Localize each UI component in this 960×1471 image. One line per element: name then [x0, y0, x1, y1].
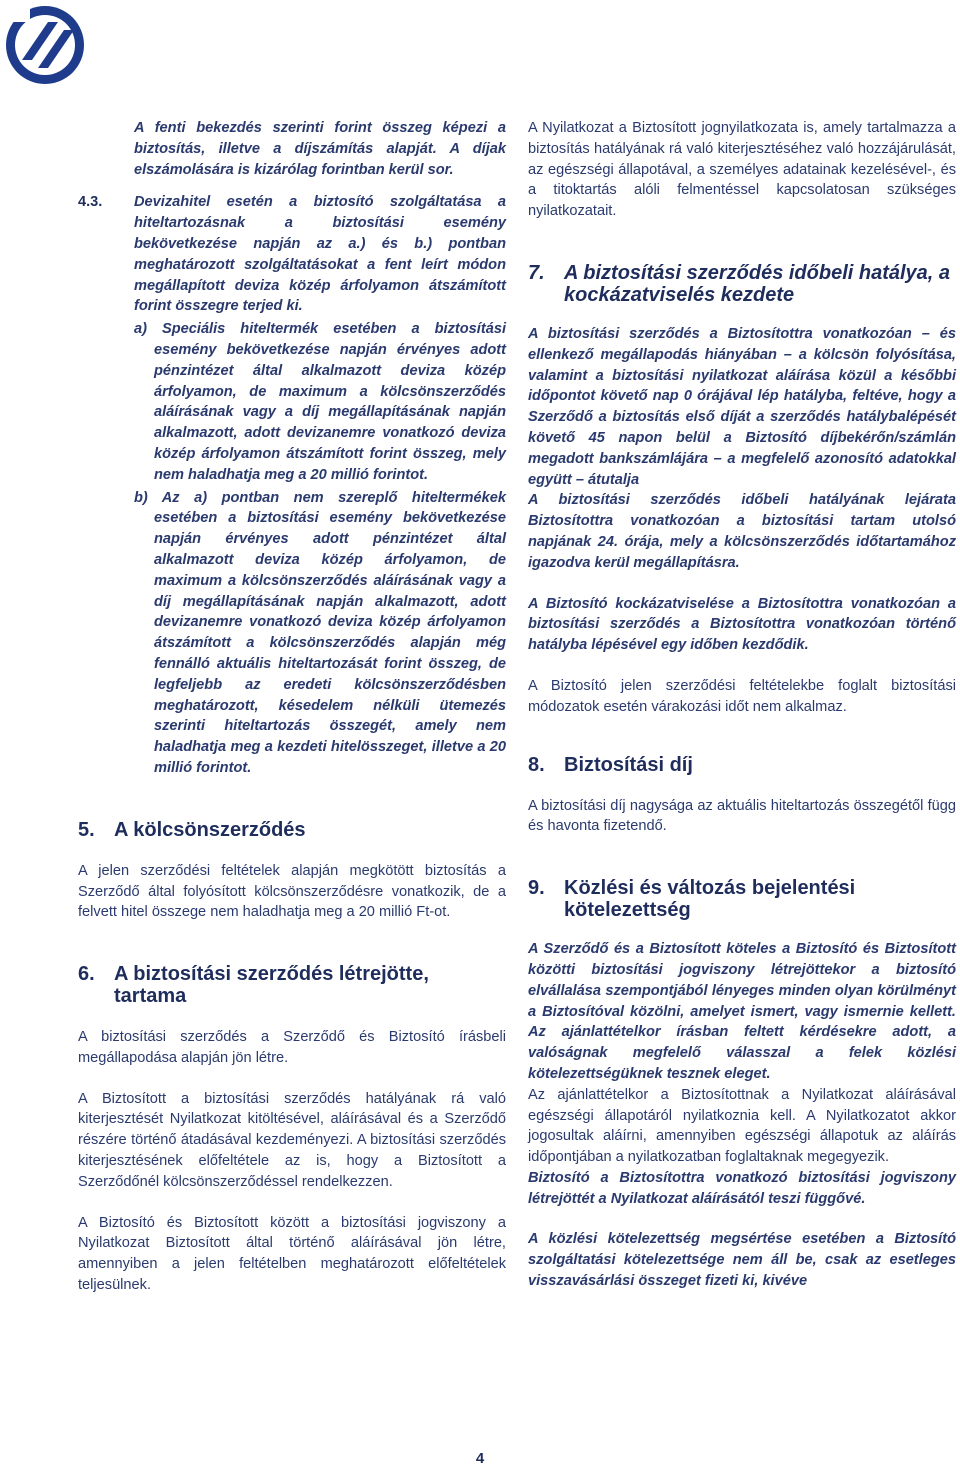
section-number: 4.3. — [78, 194, 103, 211]
heading-number: 6. — [78, 963, 95, 986]
left-column — [78, 118, 506, 1296]
paragraph-section-5: A jelen szerződési feltételek alapján megkötött biztosítás a Szerződő által folyósított kölcsönszerződésre vonatkozik, de a felvett hitel összege nem haladhatja meg a 20 millió Ft-ot. — [78, 862, 506, 921]
right-column — [528, 118, 956, 1292]
paragraph-section-6b: A Biztosított a biztosítási szerződés hatályának rá való kiterjesztését Nyilatkozat kitöltésével, aláírásával és a Szerződő részére történő átadásával kezdeményezi. A biztosítási szerződés kiterjesztésének előfeltétele az is, hogy a Biztosított a Szerződőnél kölcsönszerződéssel rendelkezzen. — [78, 1090, 506, 1190]
paragraph-section-6c: A Biztosító és Biztosított között a biztosítási jogviszony a Nyilatkozat Biztosított által történő aláírásával jön létre, amennyiben a jelen feltételben meghatározott előfeltételek teljesülnek. — [78, 1214, 506, 1294]
paragraph-section-9b: Az ajánlattételkor a Biztosítottnak a Nyilatkozat aláírásával egészségi állapotáról nyilatkoznia kell. A Nyilatkozatot akkor jogosultak aláírni, amennyiben egészségi állapotuk az aláírás időpontjában a nyilatkozatban foglaltaknak megegyezik. — [528, 1086, 956, 1166]
list-item-a: a) Speciális hiteltermék esetében a biztosítási esemény bekövetkezése napján érvényes adott pénzintézet által alkalmazott deviza közép árfolyamon, de maximum a kölcsönszerződés aláírásának vagy a díj megállapításának napján alkalmazott, adott devizanemre vonatkozó deviza közép árfolyamon átszámított forint összeg, mely nem haladhatja meg a 20 millió forintot. — [134, 321, 506, 483]
section-4-3-text: Devizahitel esetén a biztosító szolgáltatása a hiteltartozásnak a biztosítási esemény bekövetkezése napján az a.) és b.) pontban meghatározott szolgáltatásokat a fent leírt módon megállapított deviza közép árfolyamon átszámított forint összegre terjed ki. — [134, 194, 506, 315]
heading-section-8 — [528, 754, 956, 776]
page-number: 4 — [475, 1450, 485, 1467]
heading-title: A kölcsönszerződés — [114, 818, 306, 841]
heading-title: Biztosítási díj — [564, 753, 693, 776]
paragraph-section-9d: A közlési kötelezettség megsértése esetében a Biztosító szolgáltatási kötelezettsége nem áll be, csak az esetleges visszavásárlási összeget fizeti ki, kivéve — [528, 1231, 956, 1290]
heading-section-6 — [78, 963, 506, 1007]
heading-section-5 — [78, 819, 506, 841]
paragraph-section-9a: A Szerződő és a Biztosított köteles a Biztosító és Biztosított közötti biztosítási jogviszony létrejöttekor a biztosító elvállalása szempontjából lényeges minden olyan körülményt a Biztosítóval közölni, amelyet ismert, vagy ismernie kellett. Az ajánlattételkor írásban feltett kérdésekre adott, a valóságnak megfelelő válasszal a felek közlési kötelezettségüknek tesznek eleget. — [528, 941, 956, 1082]
list-item-b: b) Az a) pontban nem szereplő hiteltermékek esetében a biztosítási esemény bekövetkezése napján érvényes adott pénzintézet által alkalmazott deviza közép árfolyamon, de maximum a kölcsönszerződés aláírásának vagy a díj megállapításának napján alkalmazott, adott devizanemre vonatkozó deviza közép árfolyamon átszámított a kölcsönszerződés alapján még fennálló aktuális hiteltartozását forint összeg, de legfeljebb az eredeti kölcsönszerződésben meghatározott, késedelem nélküli ütemezés szerinti hiteltartozás összegét, amely nem haladhatja meg a kezdeti hitelösszeget, illetve a 20 millió forintot. — [134, 489, 506, 776]
section-4-3 — [78, 192, 506, 778]
heading-number: 9. — [528, 877, 545, 900]
heading-section-7 — [528, 262, 956, 306]
paragraph-section-7d: A Biztosító jelen szerződési feltételekbe foglalt biztosítási módozatok esetén várakozási időt nem alkalmaz. — [528, 677, 956, 715]
heading-section-9 — [528, 877, 956, 921]
company-logo — [2, 2, 88, 88]
paragraph-section-7a: A biztosítási szerződés a Biztosítottra vonatkozóan – és ellenkező megállapodás hiányában – a kölcsön folyósítása, valamint a biztosítási nyilatkozat aláírása közül a későbbi időpontot követő nap 0 órájával lép hatályba, feltéve, hogy a Szerződő a biztosítás első díját a szerződés hatálybalépését követő 45 napon belül a Biztosító díjbekérőn/számlán megadott bankszámlájára – a megfelelő azonosító adatokkal együtt – átutalja — [528, 325, 956, 488]
paragraph-section-8: A biztosítási díj nagysága az aktuális hiteltartozás összegétől függ és havonta fizetendő. — [528, 797, 956, 835]
paragraph-section-7b: A biztosítási szerződés időbeli hatályának lejárata Biztosítottra vonatkozóan a biztosítási tartam utolsó napjának 24. órája, mely a kölcsönszerződés időtartamához igazodva kerül megállapításra. — [528, 492, 956, 571]
paragraph-section-9c: Biztosító a Biztosítottra vonatkozó biztosítási jogviszony létrejöttét a Nyilatkozat aláírásától teszi függővé. — [528, 1169, 956, 1207]
heading-title: Közlési és változás bejelentési kötelezettség — [564, 877, 856, 922]
heading-title: A biztosítási szerződés időbeli hatálya, a kockázatviselés kezdete — [564, 261, 951, 306]
heading-number: 8. — [528, 753, 545, 776]
paragraph-section-6a: A biztosítási szerződés a Szerződő és Biztosító írásbeli megállapodása alapján jön létre. — [78, 1029, 506, 1066]
heading-number: 7. — [528, 261, 545, 284]
paragraph-declaration: A Nyilatkozat a Biztosított jognyilatkozata is, amely tartalmazza a biztosítás hatályának rá való kiterjesztéséhez való hozzájárulását, az egészségi állapotával, a személyes adatainak kezelésével-, és a titoktartás alóli felmentéssel kapcsolatosan szükséges nyilatkozatait. — [528, 120, 956, 220]
heading-number: 5. — [78, 818, 95, 841]
paragraph-forint-basis: A fenti bekezdés szerinti forint összeg képezi a biztosítás, illetve a díjszámítás alapját. A díjak elszámolására is kizárólag forintban kerül sor. — [134, 120, 506, 178]
heading-title: A biztosítási szerződés létrejötte, tartama — [114, 963, 429, 1008]
paragraph-section-7c: A Biztosító kockázatviselése a Biztosítottra vonatkozóan a biztosítási szerződés a Biztosítottra vonatkozóan történő hatályba lépésével egy időben kezdődik. — [528, 595, 956, 654]
